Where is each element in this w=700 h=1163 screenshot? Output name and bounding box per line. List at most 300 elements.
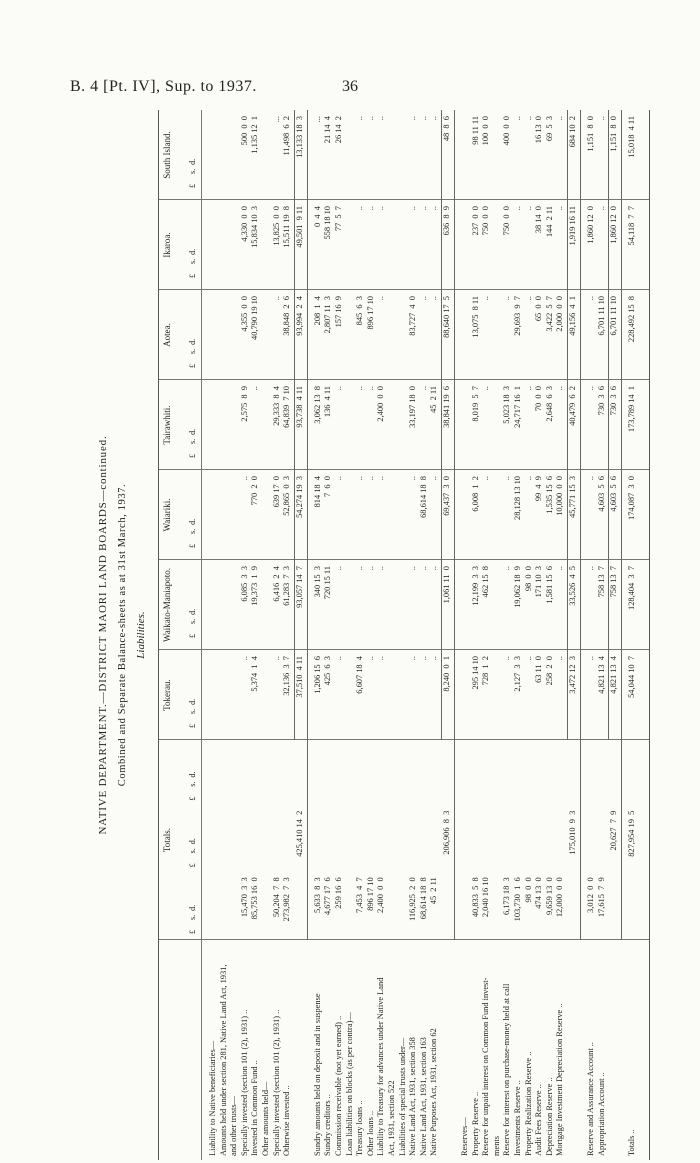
board-cell: 15,834 10 3 <box>250 206 260 248</box>
table-row <box>283 110 293 1160</box>
board-cell: .. <box>429 116 439 121</box>
header-separator <box>201 110 202 1160</box>
table-row <box>461 110 471 1160</box>
table-row <box>443 110 453 1160</box>
board-cell: .. <box>523 296 533 301</box>
board-cell: .. <box>408 656 418 661</box>
board-cell: 258 2 0 <box>544 656 554 686</box>
table-row <box>546 110 556 1160</box>
row-label: Appropriation Account .. <box>596 1072 606 1156</box>
board-cell: .. <box>429 206 439 211</box>
board-cell: .. <box>513 206 522 211</box>
board-cell: .. <box>365 206 375 211</box>
table-row <box>230 110 240 1160</box>
totals-cell: 2,400 0 0 <box>376 877 386 913</box>
board-cell: .. <box>523 386 533 391</box>
totals-cell: 3,012 0 0 <box>586 877 595 913</box>
board-cell: 228,492 15 8 <box>627 296 637 343</box>
board-cell: 70 0 0 <box>534 386 544 412</box>
totals-cell: 103,730 1 6 <box>513 877 522 922</box>
board-cell: 500 0 0 <box>239 116 249 146</box>
table-row <box>346 110 356 1160</box>
board-cell: 98 11 11 <box>470 116 480 145</box>
board-cell: 728 1 2 <box>481 656 491 686</box>
board-cell: .. <box>586 386 595 391</box>
board-cell: .. <box>429 296 439 301</box>
board-cell: .. <box>365 656 375 661</box>
board-cell: 295 14 10 <box>470 656 480 690</box>
row-label: Depreciation Reserve .. <box>544 1077 554 1156</box>
board-cell: .. <box>355 386 365 391</box>
board-cell: 26 14 2 <box>334 116 343 144</box>
board-cell: 425 6 3 <box>323 656 333 686</box>
board-cell: .. <box>376 566 386 571</box>
board-cell: .. <box>365 386 375 391</box>
row-label: Commission receivable (not yet earned) .. <box>334 1015 343 1156</box>
board-cell: 40,479 6 2 <box>568 386 577 426</box>
board-cell: 3,062 13 8 <box>312 386 322 424</box>
board-cell: 144 2 11 <box>544 206 554 238</box>
board-cell: 639 17 0 <box>271 476 281 508</box>
row-label: Native Land Act, 1931, section 163 <box>418 1037 428 1156</box>
totals-cell: 17,615 7 9 <box>596 877 606 918</box>
board-cell: 98 0 0 <box>523 566 533 592</box>
board-cell: 340 15 3 <box>312 566 322 598</box>
board-cell: .. <box>586 296 595 301</box>
board-cell: 6,416 2 4 <box>271 566 281 602</box>
board-cell: 5,023 18 3 <box>502 386 512 424</box>
subtotal-rule <box>621 110 622 940</box>
board-cell: .. <box>418 386 428 391</box>
table-titles <box>90 110 160 1160</box>
board-cell: 2,807 11 3 <box>323 296 333 334</box>
column-header: Aotea. <box>162 323 172 347</box>
board-cell: 28,128 13 10 <box>513 476 522 520</box>
row-label: Reserve for unpaid interest on Common Fund invest- <box>481 977 491 1156</box>
table-row <box>273 110 283 1160</box>
board-cell: 730 3 6 <box>596 386 606 416</box>
board-cell: .. <box>586 656 595 661</box>
page-number: 36 <box>342 78 358 95</box>
row-label: Liability to Native beneficiaries— <box>208 1040 217 1156</box>
board-cell: 11,498 6 2 <box>282 116 292 156</box>
page-reference: B. 4 [Pt. IV], Sup. to 1937. <box>70 78 257 95</box>
totals-cell: 5,633 8 3 <box>312 877 322 913</box>
board-cell: 3,422 5 7 <box>544 296 554 332</box>
board-cell: 4,821 13 4 <box>596 656 606 694</box>
column-header: Ikaroa. <box>162 232 172 258</box>
row-label: Totals .. <box>627 1129 637 1156</box>
totals-cell: 15,470 3 3 <box>239 877 249 918</box>
balance-sheet-table <box>158 110 650 1160</box>
table-row <box>503 110 513 1160</box>
units-label: £ s. d. <box>188 904 197 934</box>
board-cell: 32,136 3 7 <box>282 656 292 696</box>
board-cell: 6,701 11 10 <box>609 296 619 336</box>
totals-cell: 7,453 4 7 <box>355 877 365 913</box>
totals-cell: 425,410 14 2 <box>294 810 304 857</box>
table-row <box>251 110 261 1160</box>
subtotal-rule <box>454 110 455 940</box>
column-header: South Island. <box>162 131 172 179</box>
row-label: Liability to Treasury for advances under Native Land <box>376 977 386 1156</box>
board-cell: 1,206 15 6 <box>312 656 322 694</box>
board-cell: 93,057 14 7 <box>294 566 304 608</box>
totals-cell: 20,627 7 9 <box>609 810 619 851</box>
board-cell: 100 0 0 <box>481 116 491 146</box>
board-cell: 750 0 0 <box>502 206 512 236</box>
subtotal-rule <box>608 110 609 740</box>
row-label: Invested in Common Fund .. <box>250 1060 260 1156</box>
units-label: £ s. d. <box>188 698 197 728</box>
board-cell: .. <box>502 656 512 661</box>
board-cell: 237 0 0 <box>470 206 480 236</box>
board-cell: 4,821 13 4 <box>609 656 619 694</box>
board-cell: 1,860 12 0 <box>609 206 619 244</box>
subtotal-rule <box>294 110 295 740</box>
board-cell: .. <box>523 206 533 211</box>
totals-cell: 68,614 18 8 <box>418 877 428 920</box>
units-label: £ s. d. <box>188 248 197 278</box>
board-cell: 8,019 5 7 <box>470 386 480 422</box>
row-label: Treasury loans .. <box>355 1100 365 1156</box>
board-cell: .. <box>418 206 428 211</box>
board-cell: .. <box>555 656 565 661</box>
row-label: Other amounts held— <box>261 1081 270 1156</box>
board-cell: 38,841 19 6 <box>442 386 451 428</box>
board-cell: 758 13 7 <box>609 566 619 598</box>
board-cell: 2,000 0 0 <box>555 296 565 332</box>
column-header: Tairawhiti. <box>162 405 172 445</box>
board-cell: 15,018 4 11 <box>627 116 637 158</box>
totals-cell: 175,010 9 3 <box>568 810 577 855</box>
board-cell: 171 10 3 <box>534 566 544 598</box>
totals-cell: 273,982 7 3 <box>282 877 292 922</box>
units-label: £ s. d. <box>188 838 197 868</box>
board-cell: .. <box>334 656 343 661</box>
board-cell: 33,197 18 0 <box>408 386 418 428</box>
units-label: £ s. d. <box>188 158 197 188</box>
board-cell: 6,607 18 4 <box>355 656 365 694</box>
row-label: Other loans .. <box>365 1110 375 1156</box>
units-label: £ s. d. <box>188 338 197 368</box>
board-cell: 174,087 3 0 <box>627 476 637 520</box>
board-cell: 136 4 11 <box>323 386 333 418</box>
board-cell: 69,437 3 0 <box>442 476 451 516</box>
totals-cell: 40,833 5 8 <box>470 877 480 918</box>
board-cell: 2,127 3 3 <box>513 656 522 692</box>
table-row <box>482 110 492 1160</box>
table-row <box>388 110 398 1160</box>
row-label: Loan liabilities on blocks (as per contra)— <box>344 1012 354 1156</box>
row-label: Liabilities of special trusts under— <box>397 1037 407 1156</box>
subtotal-rule <box>441 110 442 740</box>
board-cell: 45,771 15 3 <box>568 476 577 518</box>
board-cell: 45 2 11 <box>429 386 439 413</box>
board-cell: 3,472 12 3 <box>568 656 577 694</box>
row-label: Sundry creditors .. <box>323 1094 333 1156</box>
table-row <box>569 110 579 1160</box>
board-cell: 12,199 3 3 <box>470 566 480 606</box>
board-cell: .. <box>502 476 512 481</box>
totals-cell: 259 16 6 <box>334 877 343 909</box>
totals-cell: 474 13 0 <box>534 877 544 909</box>
totals-cell: 98 0 0 <box>523 877 533 903</box>
board-cell: 8,240 0 1 <box>442 656 451 692</box>
rotated-balance-sheet <box>90 110 650 1160</box>
board-cell: 48 8 6 <box>442 116 451 142</box>
board-cell: 400 0 0 <box>502 116 512 146</box>
board-cell: 0 4 4 <box>312 206 322 227</box>
row-label: Reserve for interest on purchase-money held at call <box>502 983 512 1156</box>
board-cell: 29,693 9 7 <box>513 296 522 336</box>
totals-cell: 50,204 7 8 <box>271 877 281 918</box>
board-cell: 64,839 7 10 <box>282 386 292 428</box>
units-label: £ s. d. <box>188 608 197 638</box>
board-cell: 1,535 15 6 <box>544 476 554 514</box>
table-row <box>409 110 419 1160</box>
table-row <box>314 110 324 1160</box>
board-cell: 29,333 8 4 <box>271 386 281 426</box>
board-cell: .. <box>429 476 439 481</box>
row-label: Amounts held under section 281, Native Land Act, 1931, <box>218 964 228 1156</box>
board-cell: 19,373 1 9 <box>250 566 260 606</box>
row-label: Investments Reserve .. <box>513 1080 522 1156</box>
board-cell: 54,044 10 7 <box>627 656 637 698</box>
row-label: Sundry amounts held on deposit and in suspense <box>312 993 322 1156</box>
board-cell: .. <box>429 656 439 661</box>
board-cell: 1,151 8 0 <box>586 116 595 152</box>
board-cell: .. <box>586 476 595 481</box>
board-cell: 16 13 0 <box>534 116 544 144</box>
board-cell: .. <box>355 476 365 481</box>
board-cell: 814 18 4 <box>312 476 322 508</box>
board-cell: 61,283 7 3 <box>282 566 292 606</box>
totals-cell: 12,000 0 0 <box>555 877 565 918</box>
board-cell: 4,355 0 0 <box>239 296 249 332</box>
row-label: Native Land Act, 1931, section 358 <box>408 1037 418 1156</box>
board-cell: 37,510 4 11 <box>294 656 304 698</box>
column-header: Tokerau. <box>162 679 172 711</box>
board-cell: .. <box>502 566 512 571</box>
board-cell: 68,614 18 8 <box>418 476 428 518</box>
table-row <box>430 110 440 1160</box>
board-cell: 6,701 11 10 <box>596 296 606 336</box>
table-row <box>356 110 366 1160</box>
totals-cell: 206,906 8 3 <box>442 810 451 855</box>
board-cell: 2,400 0 0 <box>376 386 386 422</box>
board-cell: .. <box>429 566 439 571</box>
board-cell: 13,825 0 0 <box>271 206 281 246</box>
board-cell: .. <box>418 296 428 301</box>
table-row <box>296 110 306 1160</box>
table-row <box>556 110 566 1160</box>
table-row <box>399 110 409 1160</box>
board-cell: .. <box>596 116 606 121</box>
board-cell: 684 10 2 <box>568 116 577 148</box>
board-cell: .. <box>502 296 512 301</box>
board-cell: .. <box>365 116 375 121</box>
board-cell: 636 8 9 <box>442 206 451 236</box>
totals-cell: 9,659 13 0 <box>544 877 554 916</box>
board-cell: ... <box>312 116 322 123</box>
board-cell: 49,156 4 1 <box>568 296 577 336</box>
board-cell: 83,727 4 0 <box>408 296 418 336</box>
board-cell: 128,404 3 7 <box>627 566 637 610</box>
board-cell: .. <box>271 656 281 661</box>
board-cell: .. <box>418 116 428 121</box>
board-cell: 2,575 8 9 <box>239 386 249 422</box>
subtotal-rule <box>580 110 581 940</box>
board-cell: 558 18 10 <box>323 206 333 240</box>
column-header: Waiariki. <box>162 498 172 532</box>
board-cell: .. <box>418 656 428 661</box>
board-cell: 7 6 0 <box>323 476 333 497</box>
board-cell: .. <box>481 386 491 391</box>
board-cell: 33,526 4 5 <box>568 566 577 606</box>
totals-cell: 116,925 2 0 <box>408 877 418 922</box>
board-cell: .. <box>355 206 365 211</box>
board-cell: .. <box>334 476 343 481</box>
board-cell: .. <box>523 116 533 121</box>
board-cell: 1,860 12 0 <box>586 206 595 244</box>
row-label: Reserve and Assurance Account .. <box>586 1042 595 1156</box>
totals-cell: 6,173 18 3 <box>502 877 512 916</box>
board-cell: .. <box>376 656 386 661</box>
table-row <box>598 110 608 1160</box>
board-cell: .. <box>523 476 533 481</box>
board-cell: 173,789 14 1 <box>627 386 637 433</box>
totals-cell: 2,040 16 10 <box>481 877 491 918</box>
row-label: Reserves— <box>460 1117 469 1156</box>
units-label: £ s. d. <box>188 518 197 548</box>
board-cell: 19,062 18 9 <box>513 566 522 608</box>
board-cell: ... <box>271 116 281 123</box>
board-cell: .. <box>365 566 375 571</box>
board-cell: 6,085 3 3 <box>239 566 249 602</box>
board-cell: 88,640 17 5 <box>442 296 451 338</box>
totals-cell: 896 17 10 <box>365 877 375 911</box>
board-cell: 4,603 5 6 <box>596 476 606 512</box>
table-row <box>472 110 482 1160</box>
board-cell: .. <box>376 206 386 211</box>
board-cell: 40,790 19 10 <box>250 296 260 340</box>
table-row <box>209 110 219 1160</box>
units-label: £ s. d. <box>188 428 197 458</box>
document-subtitle: Combined and Separate Balance-sheets as at 31st March, 1937. <box>117 483 128 787</box>
totals-cell: 45 2 11 <box>429 877 439 905</box>
board-cell: 49,501 9 11 <box>294 206 304 248</box>
table-row <box>377 110 387 1160</box>
row-label: Act, 1931, section 522 <box>387 1080 396 1156</box>
table-row <box>335 110 345 1160</box>
row-label: Property Realization Reserve .. <box>523 1051 533 1156</box>
row-label: Audit Fees Reserve .. <box>534 1084 544 1156</box>
table-row <box>220 110 230 1160</box>
board-cell: 896 17 10 <box>365 296 375 330</box>
board-cell: .. <box>555 566 565 571</box>
row-label: Property Reserve .. <box>470 1091 480 1156</box>
table-row <box>241 110 251 1160</box>
board-cell: 2,648 6 3 <box>544 386 554 422</box>
board-cell: .. <box>408 206 418 211</box>
board-cell: 750 0 0 <box>481 206 491 236</box>
board-cell: .. <box>334 386 343 391</box>
board-cell: 38 14 0 <box>534 206 544 234</box>
board-cell: .. <box>355 566 365 571</box>
board-cell: 1,135 12 1 <box>250 116 260 154</box>
section-heading: Liabilities. <box>135 611 147 659</box>
board-cell: .. <box>239 656 249 661</box>
board-cell: .. <box>555 206 565 211</box>
board-cell: 38,848 2 6 <box>282 296 292 336</box>
board-cell: 6,008 1 2 <box>470 476 480 512</box>
board-cell: .. <box>355 116 365 121</box>
board-cell: 15,511 19 8 <box>282 206 292 248</box>
row-label: Mortgage Investment Depreciation Reserve .. <box>555 1003 565 1156</box>
subtotal-rule <box>307 110 308 940</box>
board-cell: 24,717 16 1 <box>513 386 522 428</box>
board-cell: 10,000 0 0 <box>555 476 565 516</box>
totals-cell: 85,753 16 0 <box>250 877 260 920</box>
table-row <box>628 110 638 1160</box>
board-cell: .. <box>555 386 565 391</box>
table-row <box>367 110 377 1160</box>
board-cell: 99 4 9 <box>534 476 544 502</box>
table-row <box>587 110 597 1160</box>
board-cell: 65 0 0 <box>534 296 544 322</box>
row-label: Specially invested (section 101 (2), 1931) .. <box>271 1009 281 1156</box>
table-row <box>420 110 430 1160</box>
table-row <box>610 110 620 1160</box>
board-cell: 52,865 0 3 <box>282 476 292 516</box>
table-row <box>493 110 503 1160</box>
row-label: and other trusts— <box>229 1095 239 1156</box>
column-header: Waikato-Maniapoto. <box>162 568 172 643</box>
board-cell: 720 15 11 <box>323 566 333 600</box>
row-label: ments <box>491 1135 501 1156</box>
board-cell: 1,061 11 0 <box>442 566 451 604</box>
board-cell: 1,919 16 11 <box>568 206 577 246</box>
board-cell: 69 5 3 <box>544 116 554 142</box>
row-label: Native Purposes Act, 1931, section 62 <box>429 1028 439 1156</box>
board-cell: 54,118 7 7 <box>627 206 637 246</box>
board-cell: 1,151 8 0 <box>609 116 619 152</box>
board-cell: 13,133 18 3 <box>294 116 304 158</box>
board-cell: .. <box>596 206 606 211</box>
page-header <box>70 78 650 100</box>
board-cell: .. <box>239 476 249 481</box>
board-cell: .. <box>481 296 491 301</box>
totals-cell: 4,677 17 6 <box>323 877 333 916</box>
board-cell: 54,274 19 3 <box>294 476 304 518</box>
table-row <box>324 110 334 1160</box>
table-row <box>514 110 524 1160</box>
units-label: £ s. d. <box>188 771 197 801</box>
subtotal-rule <box>567 110 568 740</box>
board-cell: 4,330 0 0 <box>239 206 249 242</box>
board-cell: 770 2 0 <box>250 476 260 506</box>
board-cell: 93,994 2 4 <box>294 296 304 336</box>
board-cell: .. <box>555 116 565 121</box>
board-cell: .. <box>586 566 595 571</box>
board-cell: 63 11 0 <box>534 656 544 683</box>
row-label: Specially invested (section 101 (2), 1931) .. <box>239 1009 249 1156</box>
board-cell: 157 16 9 <box>334 296 343 328</box>
board-cell: 5,374 1 4 <box>250 656 260 692</box>
board-cell: 21 14 4 <box>323 116 333 144</box>
board-cell: .. <box>408 476 418 481</box>
